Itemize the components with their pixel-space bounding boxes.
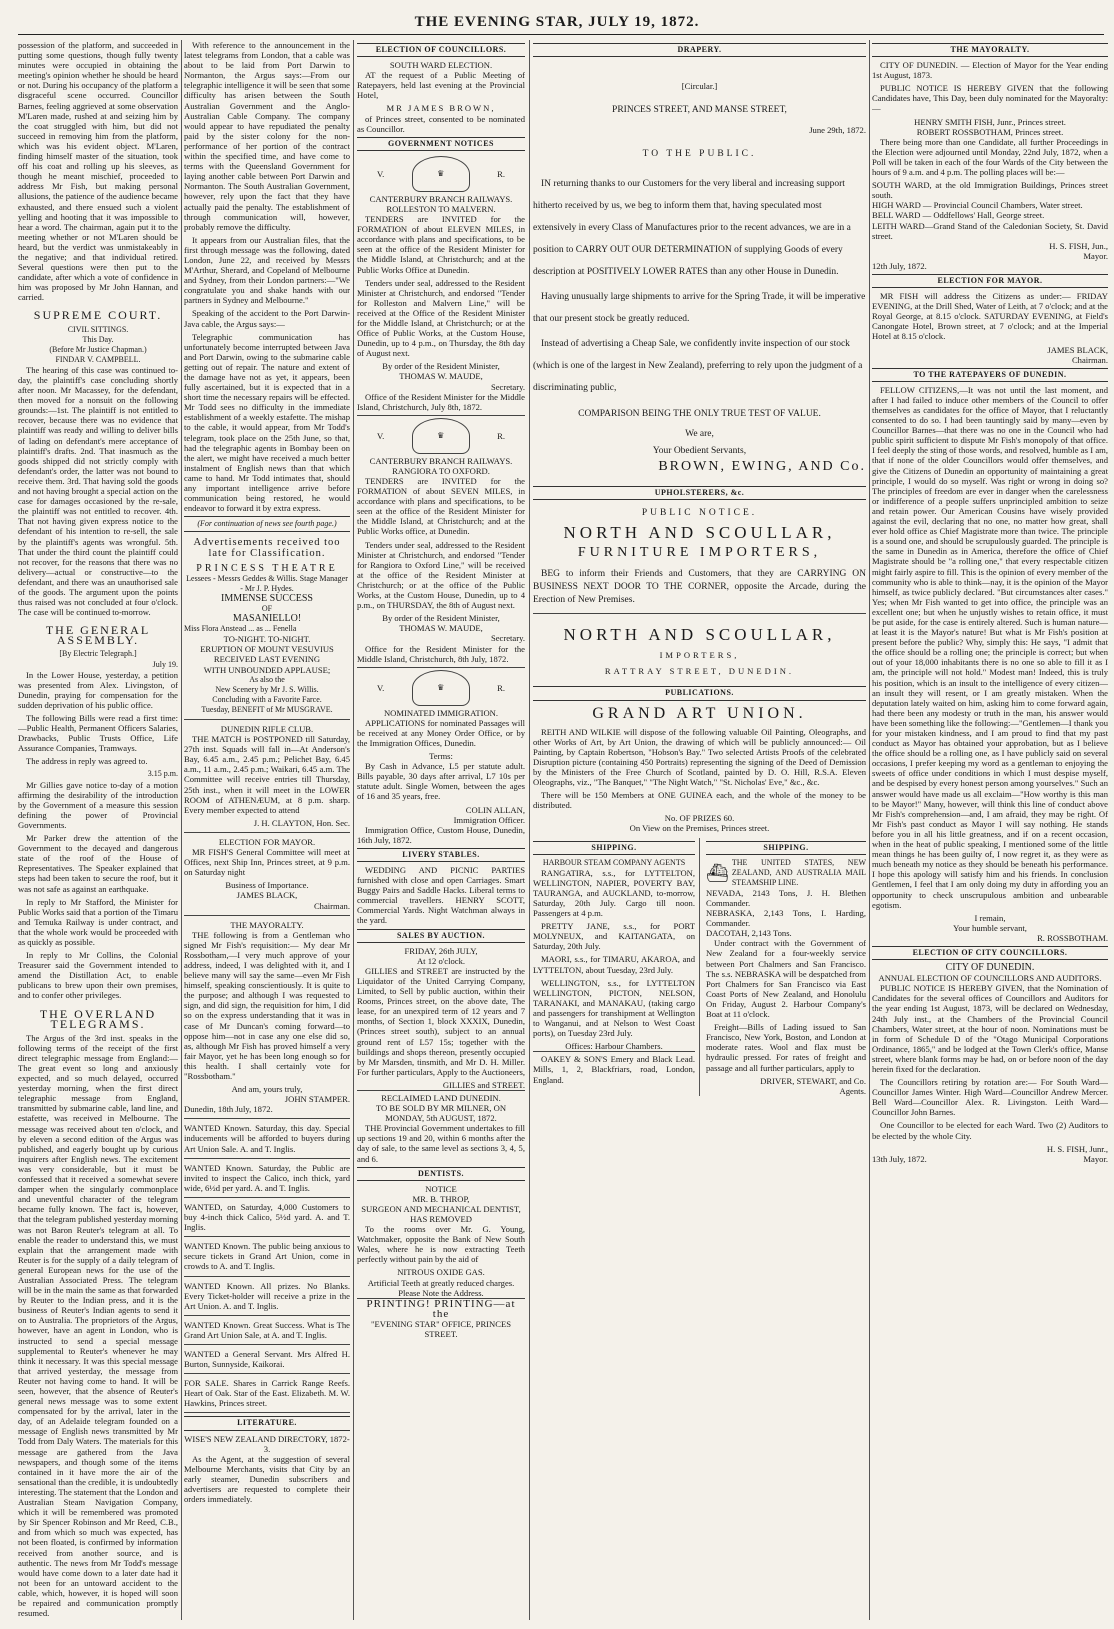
ad-text: The Councillors retiring by rotation are:— For South Ward—Councillor James Winter. High Ward—Councillor Andrew Mercer. Bell Ward—Councillor Alex. R. Livingston. Leith Ward—Councillor John Barnes.	[872, 1077, 1108, 1118]
ad-signature: JAMES BLACK,	[236, 890, 298, 901]
section-literature: LITERATURE.	[184, 1416, 350, 1430]
ad-text: At 12 o'clock.	[416, 955, 466, 966]
dateline: July 19.	[152, 659, 178, 669]
ad-title: ANNUAL ELECTION OF COUNCILLORS AND AUDITORS.	[878, 973, 1102, 984]
heading-general-assembly: THE GENERAL ASSEMBLY.	[45, 623, 151, 648]
ad-text: HAS REMOVED	[410, 1214, 472, 1224]
ad-text: TENDERS are INVITED for the FORMATION of about ELEVEN MILES, in accordance with plans and specifications, to be seen at the office of the Resident Minister for the Middle Island, at Christchurch; and at the Public Works Office at Dunedin.	[357, 214, 525, 275]
section-mayoralty: THE MAYORALTY.	[872, 43, 1108, 57]
ad-text: June 29th, 1872.	[809, 125, 866, 136]
ad-text: THE Provincial Government undertakes to fill up sections 19 and 20, within 6 months after the day of sale, to the same level as sections 3, 4, 5, and 6.	[357, 1123, 525, 1164]
ad-text: MASANIELLO!	[232, 613, 302, 625]
column-1	[18, 40, 178, 1620]
ad-text: As also the	[249, 674, 285, 684]
ad-election	[184, 835, 350, 916]
ad-text: THE MATCH is POSTPONED till Saturday, 27th inst. Squads will fall in—At Anderson's Bay, 6.45 a.m., 2.45 p.m.; Pelichet Bay, 6.45 a.m., 11 a.m., 2.45 p.m.; Waikari, 6.45 a.m. The Committee will receive entries till Thursday, 25th inst., when it will meet in the LOWER ROOM of ATHENÆUM, at 8 p.m. sharp. Every member expected to attend	[184, 734, 350, 815]
ad-text: IMPORTERS,	[659, 650, 740, 661]
ad-text: THE following is from a Gentleman who signed Mr Fish's requisition:— My dear Mr Rossbotham,—I very much approve of your address, indeed, I was delighted with it, and I believe many will say the same—even Mr Fish himself, speaking conscientiously. It is quite to the purpose; and although I was requested to sign, and did sign, the requisition for him, I did so on the express understanding that it was in case of Mr Duncan's coming forward—to oppose him—not in case any one else did so, as, although Mr Fish has proved himself a very fair Mayor, yet he has been long enough so for this health. I shall certainly vote for "Rossbotham."	[184, 929, 350, 1081]
ad-text: PRETTY JANE, s.s., for PORT MOLYNEUX, and KAITANGATA, on Saturday, 20th July.	[533, 921, 695, 952]
ad-signature: R. ROSSBOTHAM.	[1037, 932, 1108, 943]
ad-text: There being more than one Candidate, all further Proceedings in the Election were adjourned until Monday, 22nd July, 1872, when a Poll will be taken in each of the four Wards of the City between the hours of 9 a.m. and 4 p.m. The polling places will be:—	[872, 136, 1108, 178]
crest-letter: V.	[377, 430, 385, 441]
section-auction: SALES BY AUCTION.	[357, 929, 525, 943]
ad-signature: Chairman.	[313, 900, 350, 911]
crest-letter: V.	[377, 682, 385, 693]
ad-text: BEG to inform their Friends and Customers, that they are CARRYING ON BUSINESS NEXT DOOR TO THE CORNER, opposite the Arcade, during the Erection of New Premises.	[533, 569, 866, 606]
polling-place: BELL WARD — Oddfellows' Hall, George street.	[872, 210, 1045, 221]
royal-crest-icon: ♛	[412, 156, 470, 192]
ad-text: Having unusually large shipments to arrive for the Spring Trade, it will be imperative that our present stock be greatly reduced.	[533, 292, 866, 325]
ad-text: New Scenery by Mr J. S. Willis.	[215, 684, 319, 694]
ad-signature: GILLIES and STREET.	[442, 1079, 525, 1090]
ad-text: FRIDAY, 26th JULY,	[404, 945, 478, 956]
ad-signature: Mayor.	[1083, 1153, 1108, 1164]
section-election: ELECTION FOR MAYOR.	[872, 274, 1108, 288]
ad-text: GILLIES and STREET are instructed by the Liquidator of the United Carrying Company, Limited, to Sell by public auction, within their Rooms, Princes street, on the above date, The lease, for an unexpired term of 12 years and 7 months, of Section 1, block XXXIX, Dunedin, (Princes street south), subject to an annual ground rent of L57 15s; together with the buildings and shops thereon, presently occupied by Mr Marsden, tinsmith, and Mr D. H. Miller. For further particulars, Apply to the Auctioneers,	[357, 965, 525, 1077]
article-text: Mr Gillies gave notice to-day of a motion affirming the desirability of the introduction by the Government of a measure this session defining the power of Provincial Governments.	[18, 779, 178, 830]
ad-text: We are,	[685, 429, 714, 440]
polling-place: SOUTH WARD, at the old Immigration Buildings, Princes street south.	[872, 180, 1108, 201]
ad-text: IMMENSE SUCCESS	[221, 592, 313, 604]
column-4	[533, 40, 866, 1620]
ad-signature: THOMAS W. MAUDE,	[399, 623, 483, 634]
crest-letter: R.	[497, 430, 505, 441]
ad-title: NORTH AND SCOULLAR,	[563, 522, 836, 542]
section-drapery: DRAPERY.	[533, 43, 866, 57]
crest-letter: R.	[497, 682, 505, 693]
candidate: ROBERT ROSSBOTHAM, Princes street.	[916, 126, 1064, 137]
ad-title: WISE'S NEW ZEALAND DIRECTORY, 1872-3.	[184, 1433, 350, 1454]
ad-signature: H. S. FISH, Jun.,	[1049, 240, 1108, 251]
firm-signature: BROWN, EWING, AND Co.	[658, 458, 866, 474]
ad-title: FURNITURE IMPORTERS,	[577, 545, 822, 561]
ad-title: PRINCESS THEATRE	[196, 562, 338, 574]
heading-supreme-court: SUPREME COURT.	[33, 308, 163, 323]
ad-title: ELECTION FOR MAYOR.	[218, 836, 316, 847]
article-text: The address in reply was agreed to.	[26, 756, 148, 767]
ad-title: MR. B. THROP,	[412, 1193, 470, 1204]
ad-text: Offices: Harbour Chambers.	[565, 1041, 663, 1052]
ad-signature: Immigration Officer.	[453, 814, 525, 825]
dateline: [By Electric Telegraph.]	[59, 649, 137, 659]
ad-title: PRINTING! PRINTING—at the	[357, 1298, 525, 1319]
section-dentists: DENTISTS.	[357, 1167, 525, 1181]
ad-signature: THOMAS W. MAUDE,	[399, 371, 483, 382]
ad-text: NOTICE	[425, 1183, 457, 1194]
ad-signature: Agents.	[839, 1085, 866, 1096]
ad-signature: J. H. CLAYTON, Hon. Sec.	[253, 817, 350, 828]
ad-title: DUNEDIN RIFLE CLUB.	[220, 724, 314, 734]
ad-signature: JAMES BLACK,	[1047, 344, 1108, 355]
ad-text: WITH UNBOUNDED APPLAUSE;	[203, 664, 331, 675]
ad-text: TO BE SOLD BY MR MILNER, ON MONDAY, 5th AUGUST, 1872.	[375, 1103, 507, 1124]
royal-crest-icon: ♛	[412, 418, 470, 454]
ad-text: TENDERS are INVITED for the FORMATION of about SEVEN MILES, in accordance with plans and specifications, to be seen at the office of the Resident Minister for the Middle Island, at Christchurch; and at the Public Works office, at Dunedin.	[357, 476, 525, 537]
subheading: This Day.	[82, 334, 114, 344]
ad-signature: Chairman.	[1071, 354, 1108, 365]
ad-text: Lessees - Messrs Geddes & Willis. Stage Manager - Mr J. P. Hydes.	[186, 573, 348, 593]
article-text: Speaking of the accident to the Port Darwin-Java cable, the Argus says:—	[184, 308, 350, 329]
ad-text: Artificial Teeth at greatly reduced charges. Please Note the Address.	[367, 1277, 515, 1298]
ad-text: As the Agent, at the suggestion of several Melbourne Merchants, visits that City by an early steamer, Dunedin subscribers and advertisers are requested to complete their orders immediately.	[184, 1453, 350, 1505]
ad-text: WELLINGTON, s.s., for LYTTELTON WELLINGTON, PICTON, NELSON, TARANAKI, and MANAKAU, (taking cargo and passengers for transhipment at Wellington to Wanganui, and at Nelson to West Coast ports), on Tuesday 23rd July.	[533, 977, 695, 1039]
ad-text: Freight—Bills of Lading issued to San Francisco, New York, Boston, and London at moderate rates. Wool and flax must be hydraulic pressed. For rates of freight and passage and all further particulars, apply to	[706, 1022, 866, 1073]
ad-title: TO THE PUBLIC.	[642, 149, 757, 160]
ad-title: RECLAIMED LAND DUNEDIN.	[357, 1090, 525, 1103]
section-election-councillors: ELECTION OF COUNCILLORS.	[357, 43, 525, 57]
ad-text: By order of the Resident Minister,	[382, 613, 500, 624]
column-divider	[869, 40, 870, 1620]
ad-text: CITY OF DUNEDIN. — Election of Mayor for the Year ending 1st August, 1873.	[872, 60, 1108, 81]
ad-text: WEDDING AND PICNIC PARTIES furnished with close and open Carriages. Smart Buggy Pairs and Saddle Hacks. Liberal terms to commercial travellers. HENRY SCOTT, Commercial Yards. Night Watchman always in the yard.	[357, 865, 525, 926]
ad-text: Terms:	[429, 751, 453, 762]
article-text: In reply to Mr Stafford, the Minister for Public Works said that a portion of the Timaru and Temuka Railway is under contract, and that the whole work would be proceeded with as quickly as possible.	[18, 896, 178, 947]
crest-letter: R.	[497, 168, 505, 179]
ad-wanted: WANTED Known. The public being anxious to secure tickets in Grand Art Union, come in crowds to A. and T. Inglis.	[184, 1239, 350, 1276]
section-upholsterers: UPHOLSTERERS, &c.	[533, 486, 866, 500]
ad-wanted: WANTED Known. Great Success. What is The Grand Art Union Sale, at A. and T. Inglis.	[184, 1318, 350, 1345]
column-2	[184, 40, 350, 1620]
ad-mayoralty-letter	[184, 918, 350, 1120]
column-divider	[181, 40, 182, 1620]
article-text: It appears from our Australian files, that the first through message was the following, dated London, June 22, and received by Messrs M'Arthur, Sherard, and Copeland of Melbourne and Sydney, from their London partners:—"We congratulate you and shake hands with our partners in Sydney and Melbourne."	[184, 234, 350, 306]
ad-text: AT the request of a Public Meeting of Ratepayers, held last evening at the Provincial Hotel,	[357, 70, 525, 101]
ad-text: PUBLIC NOTICE IS HEREBY GIVEN that the following Candidates have, This Day, been duly nominated for the Mayoralty:—	[872, 83, 1108, 114]
ad-title: THE MAYORALTY.	[230, 919, 304, 930]
ad-title: SOUTH WARD ELECTION.	[389, 60, 493, 71]
section-shipping: SHIPPING.	[706, 841, 866, 855]
ad-signature: Mayor.	[1083, 250, 1108, 261]
ad-wanted: WANTED Known. Saturday, the Public are invited to inspect the Calico, inch thick, yard wide, 6½d per yard. A. and T. Inglis.	[184, 1161, 350, 1198]
article-text: possession of the platform, and succeeded in putting some questions, though fully twenty minutes were occupied in obtaining the meeting's opinion whether he should be heard or not. During his occupancy of the platform a disgraceful scene occurred. Councillor Barnes, feeling aggrieved at some observation M'Laren made, rushed at and seizing him by the coat struggled with him, but did not succeed in removing him from the platform, which was his evident object. M'Laren, finding himself master of the situation, took off his coat and rolling up his sleeves, as though he meant mischief, proceeded to address Mr Fish, but making personal allusions, the patience of the audience became exhausted, and there ensued such a violent yelling and hooting that it was impossible to hear a word. The chairman, again put it to the meeting whether or not M'Laren should be heard, but the verdict was unmistakeably in the negative; and that individual retired. Several questions were then put to the candidate, after which a vote of confidence in him was proposed by Mr John Hannan, and carried.	[18, 40, 178, 303]
ad-text: OAKEY & SON'S Emery and Black Lead. Mills, 1, 2, Blackfriars, road, London, England.	[533, 1051, 695, 1084]
ad-for-sale: FOR SALE. Shares in Carrick Range Reefs. Heart of Oak. Star of the East. Elizabeth. M. W. Hawkins, Princes street.	[184, 1376, 350, 1413]
newspaper-title: THE EVENING STAR, JULY 19, 1872.	[414, 14, 700, 30]
ad-wanted: WANTED Known. All prizes. No Blanks. Every Ticket-holder will receive a prize in the Art Union. A. and T. Inglis.	[184, 1279, 350, 1316]
section-publications: PUBLICATIONS.	[533, 686, 866, 700]
ad-text: RATTRAY STREET, DUNEDIN.	[604, 666, 795, 677]
ad-text: To the rooms over Mr. G. Young, Watchmaker, opposite the Bank of New South Wales, where he is now extracting Teeth perfectly without pain by the aid of	[357, 1224, 525, 1265]
ad-signature: H. S. FISH, Junr.,	[1046, 1143, 1108, 1154]
masthead	[0, 0, 1114, 36]
shipping-right	[706, 838, 866, 1096]
ad-text: MR FISH'S General Committee will meet at Offices, next Ship Inn, Princes street, at 9 p.m. on Saturday night	[184, 847, 350, 878]
ad-text: RECEIVED LAST EVENING	[213, 654, 321, 665]
royal-crest-icon: ♛	[412, 670, 470, 706]
ad-text: By order of the Resident Minister,	[382, 361, 500, 372]
ad-text: of Princes street, consented to be nominated as Councillor.	[357, 113, 525, 134]
article-text: The Argus of the 3rd inst. speaks in the following terms of the receipt of the first direct telegraphic message from England:—The great event so long and anxiously expected, and so much delayed, occurred yesterday morning, when the first direct telegraphic message from England, transmitted by submarine cable, land line, and estafette, was received in Melbourne. The message was received about ten o'clock, and by eleven a second edition of the Argus was published, and eagerly bought up by curious inquirers after English news. The excitement was very considerable, but it must be confessed that it received a somewhat severe damper when the singularly commonplace and uneventful character of the telegram became fully known. The fact is, however, that the telegram published yesterday morning was not Baron Reuter's telegram at all. To enable the reader to understand this, we must explain that the arrangement made with Reuter is for the supply of a daily telegram of general European news for the use of the Australian Associated Press. The telegram will be in the main the same as that forwarded by Reuter to the Indian press, and it is the business of Reuter's Indian agents to send it on to Australia. The proprietors of the Argus, however, have an agent in London, who is instructed to send a special message supplemental to Reuter's whenever he may think it necessary. It was this special message that arrived yesterday, the message from Reuter not having come to hand. It will be seen, however, that the absence of Reuter's general news message was to some extent compensated for by the arrival, later in the day, of an Adelaide telegram founded on a message of English news transmitted by Mr Todd from Daly Waters. The materials for this message are gathered from the Java newspapers, and though some of the items contained in it have more the air of the sensational than the credible, it is undoubtedly interesting. The statement that the London and Australian Steam Navigation Company, which it will be remembered was promoted by Sir Spencer Robinson and Mr Reed, C.B., and from which so much was expected, has not been floated, is confirmed by information received from another source, and is authentic. The news from Mr Todd's message would have come down to a later date had it not been for an untoward accident to the cable, which, however, it is hoped will soon be repaired and communication promptly resumed.	[18, 1032, 178, 1619]
ad-signature: Secretary.	[490, 633, 525, 644]
ad-text: IN returning thanks to our Customers for the very liberal and increasing support hitherto received by us, we beg to inform them that, having speculated most extensively in every Class of Manufactures prior to the recent advances, we are in a position to CARRY OUT OUR DETERMINATION of supplying Goods of every description at POSITIVELY LOWER RATES than any other House in Dunedin.	[533, 179, 851, 278]
ad-title: CITY OF DUNEDIN.	[945, 962, 1035, 974]
ad-title: PRINCES STREET, AND MANSE STREET,	[612, 105, 787, 116]
ad-text: Tuesday, BENEFIT of Mr MUSGRAVE.	[201, 704, 333, 714]
ad-text: Office for the Resident Minister for the Middle Island, Christchurch, 8th July, 1872.	[357, 643, 525, 664]
ad-text: No. OF PRIZES 60.	[664, 813, 735, 824]
ad-text: NEVADA, 2143 Tons, J. H. Blethen Commander.	[706, 887, 866, 908]
crest-letter: V.	[377, 168, 385, 179]
ad-text: PUBLIC NOTICE IS HEREBY GIVEN, that the Nomination of Candidates for the several offices of Councillors and Auditors for the year ending 1st August, 1873, will be declared on Wednesday, 24th July inst., at the Chambers of the Provincial Council Chambers, Water street, at the hour of noon. Nominations must be in form of Schedule D of the "Otago Municipal Corporations Ordinance, 1865," and be lodged at the Town Clerk's office, Manse street, where blank forms may be had, on or before noon of the day herein fixed for the declaration.	[872, 983, 1108, 1074]
ad-signature: JOHN STAMPER.	[284, 1094, 350, 1105]
ad-text: And am, yours truly,	[231, 1084, 303, 1095]
continuation-note: (For continuation of news see fourth page.)	[184, 516, 350, 532]
column-5	[872, 40, 1108, 1620]
polling-place: LEITH WARD—Grand Stand of the Caledonian Society, St. David street.	[872, 220, 1108, 241]
ad-text: Tenders under seal, addressed to the Resident Minister at Christchurch, and endorsed "Tender for Rangiora to Oxford Line," will be received at the office of the Resident Minister at Christchurch; or at the office of the Public Works, at the Custom House, Dunedin, up to 4 p.m., on THURSDAY, the 8th of August next.	[357, 539, 525, 611]
ad-text: On View on the Premises, Princes street.	[629, 823, 770, 834]
section-livery: LIVERY STABLES.	[357, 848, 525, 862]
ad-text: ERUPTION OF MOUNT VESUVIUS	[200, 644, 334, 655]
ad-text: By Cash in Advance, L5 per statute adult. Bills payable, 30 days after arrival, L7 10s per statute adult. Single Women, between the ages of 16 and 35 years, free.	[357, 761, 525, 802]
ad-text: Business of Importance.	[225, 880, 309, 891]
article-text: The hearing of this case was continued to-day, the plaintiff's case concluding shortly after noon. Mr Macassey, for the defendant, then moved for a nonsuit on the following grounds:—1st. The plaintiff is not entitled to recover, because there was no evidence that plaintiff was ready and willing to deliver bills of lading on defendant's mere acceptance of plaintiff's drafts. 2nd. That inasmuch as the goods shipped did not strictly comply with defendant's order, the latter was not bound to receive them. 3rd. That having sold the goods and not having brought a special action on the case for damages occasioned by the re-sale, the plaintiff was not entitled to recover. 4th. That not having given express notice to the defendant of his intention to re-sell, the sale by the plaintiff's agents was wrongful. 5th. That under the third count the plaintiff could not recover, for the reasons that there was no delivery—actual or constructive—to the defendant, and there was an unauthorised sale of the goods. The argument upon the points thus raised was not concluded at four o'clock. The case will be continued to-morrow.	[18, 364, 178, 618]
section-ratepayers: TO THE RATEPAYERS OF DUNEDIN.	[872, 368, 1108, 382]
article-text: The following Bills were read a first time:—Public Health, Permanent Officers Salaries, Drawbacks, Public Trusts Office, Life Assurance Companies, Tramways.	[18, 713, 178, 754]
ad-text: Your humble servant,	[953, 922, 1027, 933]
ad-text: 12th July, 1872.	[872, 260, 927, 271]
article-text: With reference to the announcement in the latest telegrams from London, that a cable was about to be laid from Port Darwin to Normanton, the Argus says:—From our telegraphic intelligence it will be seen that some difficulty has arisen between the South Australian Government and the Anglo-Australian Cable Company. The company would appear to have repudiated the penalty paid by the sister colony for the non-performance of her portion of the contract within the specified time, and have come to terms with the Queensland Government for laying another cable between Port Darwin and Normanton. The South Australian Government, however, rely upon the fact that they have actually paid the penalty. The establishment of through communication will, however, probably remove the difficulty.	[184, 40, 350, 232]
heading-late-ads: Advertisements received too late for Classification.	[193, 537, 341, 559]
article-text: In reply to Mr Collins, the Colonial Treasurer said the Government intended to amend the Distillation Act, to enable publicans to brew upon their own premises, and to confer other privileges.	[18, 950, 178, 1001]
ad-title: THE UNITED STATES, NEW ZEALAND, AND AUSTRALIA MAIL STEAMSHIP LINE.	[731, 857, 866, 887]
ad-title: GRAND ART UNION.	[592, 704, 807, 722]
ad-text: Immigration Office, Custom House, Dunedin, 16th July, 1872.	[357, 824, 525, 845]
ad-text: REITH AND WILKIE will dispose of the following valuable Oil Painting, Oleographs, and other Works of Art, by Art Union, the drawing of which will be publicly announced:— Oil Painting, by Captain Robertson, "Hobson's Bay." Two selected Artists Proofs of the celebrated Disruption picture (containing 450 Portraits) representing the signing of the Deed of Demission by the Ministers of the Free Church of Scotland, painted by D. O. Hill, R.S.A. Eleven Oleographs, viz., "The Banquet," "The Night Watch," "St. Nicholas' Eve," &c., &c.	[533, 726, 866, 788]
column-divider	[353, 40, 354, 1620]
article-text: In the Lower House, yesterday, a petition was presented from Alex. Livingston, of Dunedin, praying for compensation for the sudden deprivation of his public office.	[18, 669, 178, 710]
ad-title: CANTERBURY BRANCH RAILWAYS.	[369, 455, 513, 466]
ad-wanted: WANTED, on Saturday, 4,000 Customers to buy 4-inch thick Calico, 5½d yard. A. and T. Inglis.	[184, 1200, 350, 1237]
column-3	[357, 40, 525, 1620]
ad-text: Office of the Resident Minister for the Middle Island, Christchurch, July 8th, 1872.	[357, 391, 525, 412]
polling-place: HIGH WARD — Provincial Council Chambers, Water street.	[872, 200, 1083, 211]
section-city-councillors: ELECTION OF CITY COUNCILLORS.	[872, 946, 1108, 960]
ad-text: One Councillor to be elected for each Ward. Two (2) Auditors to be elected by the whole City.	[872, 1120, 1108, 1141]
subheading: (Before Mr Justice Chapman.)	[49, 344, 147, 354]
shipping-left	[533, 838, 700, 1096]
ad-text: Miss Flora Anstead ... as ... Fenella	[184, 624, 297, 634]
candidate: HENRY SMITH FISH, Junr., Princes street.	[914, 116, 1066, 127]
ad-text: DACOTAH, 2,143 Tons.	[706, 928, 792, 939]
ad-wanted: WANTED Known. Saturday, this day. Special inducements will be afforded to buyers during Art Union Sale. A. and T. Inglis.	[184, 1121, 350, 1158]
ad-text: NEBRASKA, 2,143 Tons, I. Harding, Commander.	[706, 908, 866, 929]
ad-text: Your Obedient Servants,	[652, 445, 747, 456]
ad-text: Concluding with a Favorite Farce.	[212, 694, 322, 704]
article-text: Mr Parker drew the attention of the Government to the decayed and dangerous state of the roof of the House of Representatives. The Speaker explained that steps had been taken to secure the roof, but it was not safe as against an earthquake.	[18, 833, 178, 894]
section-government-notices: GOVERNMENT NOTICES	[357, 137, 525, 151]
dateline: 3.15 p.m.	[147, 769, 178, 779]
ad-title: NORTH AND SCOULLAR,	[563, 625, 836, 645]
ad-subtitle: ROLLESTON TO MALVERN.	[386, 203, 496, 214]
ad-signature: DRIVER, STEWART, and Co.	[760, 1075, 866, 1086]
ad-text: TO-NIGHT. TO-NIGHT.	[223, 634, 311, 645]
ad-text: MR JAMES BROWN,	[386, 103, 496, 114]
ad-text: APPLICATIONS for nominated Passages will be received at any Money Order Office, or by the Immigration Offices, Dunedin.	[357, 717, 525, 748]
ad-theatre	[184, 562, 350, 720]
ad-text: Under contract with the Government of New Zealand for a four-weekly service between Port Chalmers and San Francisco. The s.s. NEBRASKA will be despatched from Port Chalmers for San Francisco via East Coast Ports of New Zealand, and Honolulu On Friday, August 2. Harbour Company's Boat at 11 o'clock.	[706, 938, 866, 1020]
ad-text: Instead of advertising a Cheap Sale, we confidently invite inspection of our stock (which is one of the largest in New Zealand), preferring to rely upon the judgment of a discriminating public,	[533, 339, 863, 394]
ad-signature: Secretary.	[490, 381, 525, 392]
ad-text: [Circular.]	[681, 81, 718, 92]
ad-text: RANGATIRA, s.s., for LYTTELTON, WELLINGTON, NAPIER, POVERTY BAY, TAURANGA, and AUCKLAND, to-morrow, Saturday, 20th July. Cargo till noon. Passengers at 4 p.m.	[533, 867, 695, 919]
ad-title: CANTERBURY BRANCH RAILWAYS.	[369, 193, 513, 204]
ad-title: NOMINATED IMMIGRATION.	[383, 707, 499, 718]
column-divider	[529, 40, 530, 1620]
ad-text: NITROUS OXIDE GAS.	[397, 1267, 485, 1278]
ad-text: Dunedin, 18th July, 1872.	[184, 1104, 273, 1115]
ad-text: COMPARISON BEING THE ONLY TRUE TEST OF VALUE.	[578, 409, 821, 420]
section-shipping: SHIPPING.	[533, 841, 695, 855]
header-rule	[18, 34, 1104, 35]
ad-text: SURGEON AND MECHANICAL DENTIST,	[361, 1203, 521, 1214]
subheading: CIVIL SITTINGS.	[67, 324, 129, 334]
ad-text: "EVENING STAR" OFFICE, PRINCES STREET.	[370, 1318, 512, 1340]
ad-title: PUBLIC NOTICE.	[641, 507, 758, 518]
article-text: Telegraphic communication has unfortunately become interrupted between Java and Port Darwin, owing to the submarine cable getting out of repair. The nature and extent of the damage have not as yet, it appears, been fully ascertained, but it is expected that in a short time the necessary repairs will be effected. Mr Todd sees no difficulty in the immediate establishment of a weekly estafette. The mishap to the cable, it would appear, from Mr Todd's telegram, took place on the 25th June, so that, had the telegraphic agents in Bombay been on the alert, we might have received a much better instalment of English news than that which came to hand. Mr Todd intimates that, should any important intelligence arrive before communication being restored, he would endeavor to forward it by extra express.	[184, 331, 350, 514]
ad-rifle-club	[184, 722, 350, 833]
ad-subtitle: RANGIORA TO OXFORD.	[392, 465, 490, 476]
ad-text: Tenders under seal, addressed to the Resident Minister at Christchurch, and endorsed "Tender for Rolleston and Malvern Line," will be received at the Office of the Resident Minister for the Middle Island, at Christchurch; or at the Office of Public Works, at the Custom House, Dunedin, up to 4 p.m., on Thursday, the 8th day of August next.	[357, 277, 525, 359]
letter-text: FELLOW CITIZENS,—It was not until the last moment, and after I had failed to induce other members of the Council to offer themselves as candidates for the office of Mayor, that I reluctantly consented to do so. I had been tauntingly said by many—even by Councillor Barnes—that there was no one in the Council who had public spirit sufficient to dispute Mr Fish's monopoly of that office. I feel deeply the sting of those words, and resolved, humble as I am, that if none of the older Councillors would offer themselves, and give the Citizens of Dunedin an opportunity of maintaining a great principle, I would do so myself. Was right or wrong in doing so? The principles of freedom are ever in danger when the carelessness or indifference of a people suffers unprincipled ambition to seize and retain power. Our American Cousins have wisely provided against the evil, declaring that no one, no matter how great, shall ever hold office as Chief Magistrate more than twice. The principle is a sound one, and should be scrupulously guarded. The principle is the same in Dunedin as in America, therefore the office of Chief Magistrate should be "a rolling one," that every respectable citizen might fairly aspire to fill. This is the opinion of every member of the community who is able to think—nay, it is the opinion of the Mayor himself, as twice publicly declared. "But circumstances alter cases." Yes; when Mr Fish wanted to get into office, the principle was an excellent one; but when he unjustly wishes to retain office, it must be put aside, for the case is entirely altered. Such is human nature—at least it is the Mayor's nature! But what is Mr Fish's position at present before the public? Why, simply this: He says, "I admit that the office should be a rolling one; the principle is correct; but when out of your 18,000 inhabitants there is no one so able to fill it as I am, the principle will not hold." Modest man! Indeed, this is truly his position, which is an insult to the intelligence of every citizen—an insult they will resent, or I am greatly mistaken. When the deputation lately waited on him, asking him to come forward again, had there been any modesty or truth in the man, his answer would have been something like the following:—"Gentlemen—I thank you for your mistaken kindness, and I am proud to find that my past conduct as Mayor has obtained your approbation, but as I believe the office should be a rolling one, as I have publicly said on several occasions, I prefer keeping my word as a gentleman to enjoying the sweets of office under conditions in which I must despise myself, and be despised by every honest person among yourselves." Such an answer would have made us all exclaim—"How worthy is this man to be Mayor!" Many, however, will think this line of conduct above Mr Fish's comprehension—and, I am afraid, they may be right. Of Mr Fish's past conduct as Mayor I will say nothing. He stands before you in all his little greatness, and if on a recent occasion, when in the heat of public speaking, I mentioned some of the little mean things he has been guilty of, I now regret it, as they were as much beneath my notice as they should be beneath his performance. I hope this apology will satisfy him and his friends. In conclusion Gentlemen, I feel that I am only doing my duty in affording you an opportunity to check unscrupulous ambition and unbearable egotism.	[872, 384, 1108, 910]
ad-wanted: WANTED a General Servant. Mrs Alfred H. Burton, Sunnyside, Kaikorai.	[184, 1347, 350, 1374]
case-name: FINDAR V. CAMPBELL.	[55, 354, 141, 364]
ad-text: MAORI, s.s., for TIMARU, AKAROA, and LYTTELTON, about Tuesday, 23rd July.	[533, 954, 695, 975]
ad-text: There will be 150 Members at ONE GUINEA each, and the whole of the money to be distributed.	[533, 790, 866, 811]
steamship-icon: ⛴	[706, 862, 729, 883]
ad-signature: COLIN ALLAN,	[465, 804, 525, 815]
ad-text: I remain,	[974, 912, 1006, 923]
ad-text: 13th July, 1872.	[872, 1153, 927, 1164]
ad-text: OF	[261, 603, 273, 613]
heading-overland-telegrams: THE OVERLAND TELEGRAMS.	[39, 1006, 157, 1031]
ad-text: MR FISH will address the Citizens as under:— FRIDAY EVENING, at the Drill Shed, Water of Leith, at 7 o'clock; and at the Royal George, at 8.15 o'clock. SATURDAY EVENING, at Field's Canongate Hotel, Brown street, at 7 o'clock; and at the Imperial Hotel at 8.15 o'clock.	[872, 291, 1108, 342]
ad-title: HARBOUR STEAM COMPANY AGENTS	[542, 857, 686, 867]
